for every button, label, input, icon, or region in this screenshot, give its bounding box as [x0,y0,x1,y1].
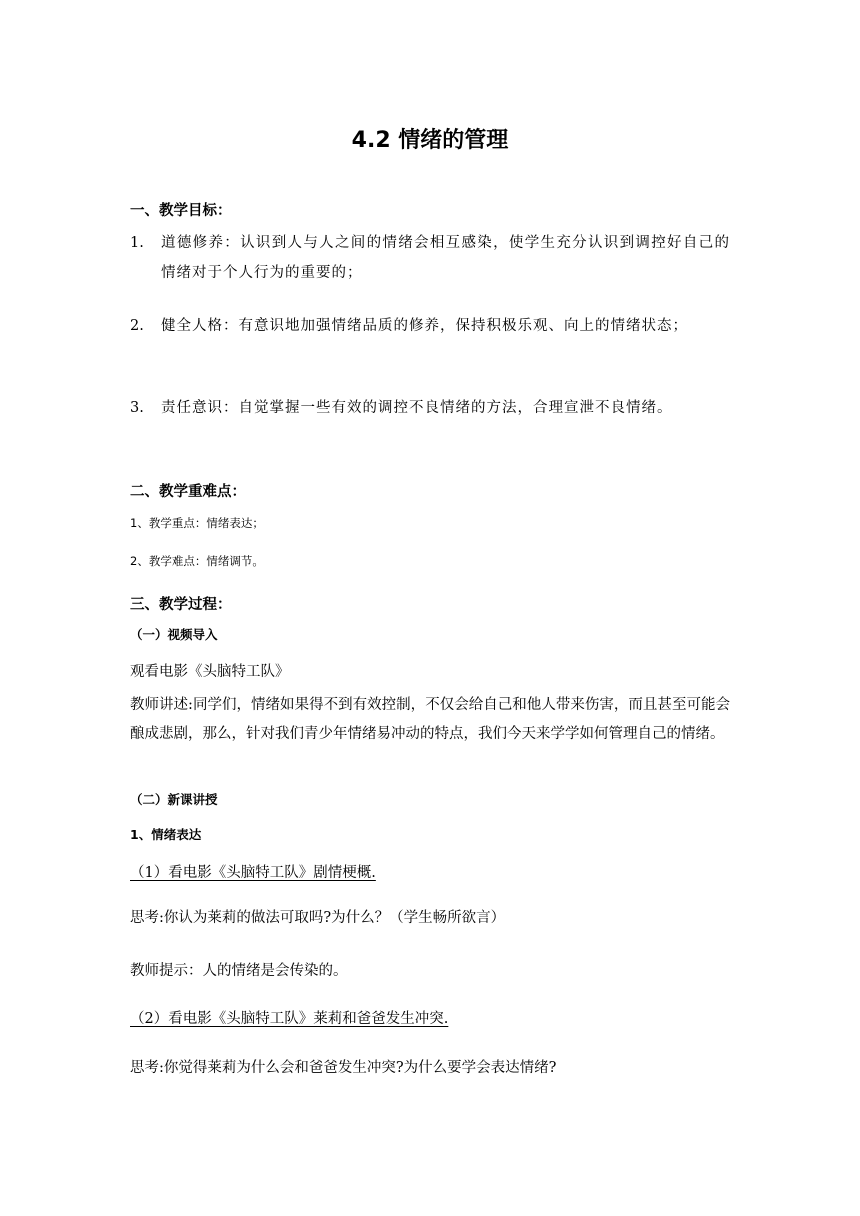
objective-item-3 [130,393,730,423]
list-text: 责任意识：自觉掌握一些有效的调控不良情绪的方法，合理宣泄不良情绪。 [161,400,673,416]
underlined-step-2: （2）看电影《头脑特工队》莱莉和爸爸发生冲突. [130,1011,449,1027]
section-heading-key-points: 二、教学重难点： [130,484,246,500]
page-title: 4.2 情绪的管理 [351,128,509,153]
subsection-new-lesson: （二）新课讲授 [130,792,218,807]
section-heading-process: 三、教学过程： [130,597,232,613]
objective-item-1 [130,228,730,288]
list-number: 1. [130,235,144,251]
list-number: 2. [130,318,144,334]
list-text: 健全人格：有意识地加强情绪品质的修养，保持积极乐观、向上的情绪状态； [161,318,688,334]
underlined-step-1: （1）看电影《头脑特工队》剧情梗概. [130,865,376,881]
watch-movie-text: 观看电影《头脑特工队》 [130,664,290,680]
subsection-video-intro: （一）视频导入 [130,627,218,642]
teacher-talk-paragraph: 教师讲述:同学们，情绪如果得不到有效控制，不仅会给自己和他人带来伤害，而且甚至可能会酿成悲剧，那么，针对我们青少年情绪易冲动的特点，我们今天来学学如何管理自己的情绪。 [130,697,730,742]
list-number: 3. [130,400,144,416]
think-1-text: 思考:你认为莱莉的做法可取吗?为什么？（学生畅所欲言） [130,910,506,926]
topic-emotion-expression: 1、情绪表达 [130,827,202,842]
step-1-text [130,859,730,888]
key-point-2: 2、教学难点：情绪调节。 [130,554,264,568]
step-2-text [130,1005,730,1034]
section-heading-objectives: 一、教学目标： [130,203,232,219]
teacher-hint-text: 教师提示：人的情绪是会传染的。 [130,963,348,979]
list-text: 道德修养：认识到人与人之间的情绪会相互感染，使学生充分认识到调控好自己的情绪对于个人行为的重要的； [161,235,730,281]
objective-item-2 [130,311,730,341]
think-2-text: 思考:你觉得莱莉为什么会和爸爸发生冲突?为什么要学会表达情绪? [130,1060,557,1076]
key-point-1: 1、教学重点：情绪表达； [130,516,264,530]
